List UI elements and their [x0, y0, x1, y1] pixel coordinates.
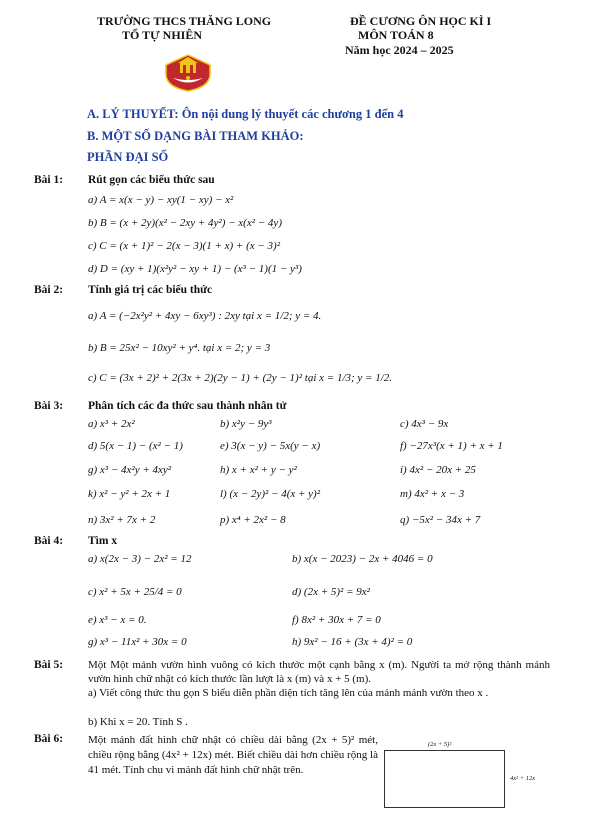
- problem-item: f) −27x³(x + 1) + x + 1: [400, 440, 503, 452]
- problem-item: i) 4x² − 20x + 25: [400, 464, 476, 476]
- problem-label: Bài 4:: [34, 535, 64, 547]
- problem-label: Bài 2:: [34, 284, 64, 296]
- problem-item: b) B = (x + 2y)(x² − 2xy + 4y²) − x(x² − 4y): [88, 217, 282, 229]
- problem-label: Bài 5:: [34, 659, 64, 671]
- figure-width-label: 4x² + 12x: [510, 775, 536, 782]
- problem-item: n) 3x² + 7x + 2: [88, 514, 156, 526]
- problem-item: d) 5(x − 1) − (x² − 1): [88, 440, 183, 452]
- problem-item: h) 9x² − 16 + (3x + 4)² = 0: [292, 636, 413, 648]
- problem-item: a) A = (−2x²y² + 4xy − 6xy³) : 2xy tại x = 1/2; y = 4.: [88, 310, 322, 322]
- problem-text: Một mảnh đất hình chữ nhật có chiều dài bằng (2x + 5)² mét, chiều rộng bằng (4x² + 12x) mét. Biết chiều dài hơn chiều rộng là 41 mét. Tính chu vi mảnh đất hình chữ nhật trên.: [88, 734, 378, 776]
- problem-item: c) C = (x + 1)² − 2(x − 3)(1 + x) + (x − 3)²: [88, 240, 281, 252]
- problem-title: Rút gọn các biểu thức sau: [88, 174, 215, 186]
- problem-item: e) 3(x − y) − 5x(y − x): [220, 440, 321, 452]
- problem-item: q) −5x² − 34x + 7: [400, 514, 481, 526]
- problem-item: a) A = x(x − y) − xy(1 − xy) − x²: [88, 194, 234, 206]
- problem-label: Bài 1:: [34, 174, 64, 186]
- problem-item: c) 4x³ − 9x: [400, 418, 449, 430]
- problem-item: d) D = (xy + 1)(x²y² − xy + 1) − (x³ − 1)(1 − y³): [88, 263, 302, 275]
- subject-name: MÔN TOÁN 8: [358, 28, 434, 42]
- section-theory: A. LÝ THUYẾT: Ôn nội dung lý thuyết các chương 1 đến 4: [87, 107, 404, 121]
- problem-item: p) x⁴ + 2x² − 8: [220, 514, 286, 526]
- problem-item: f) 8x² + 30x + 7 = 0: [292, 614, 381, 626]
- problem-item: e) x³ − x = 0.: [88, 614, 147, 626]
- problem-item: d) (2x + 5)² = 9x²: [292, 586, 370, 598]
- problem-question-a: a) Viết công thức thu gọn S biểu diễn phần diện tích tăng lên của mảnh mảnh vườn theo x .: [88, 687, 489, 699]
- problem-item: g) x³ − 4x²y + 4xy²: [88, 464, 172, 476]
- school-emblem-icon: [165, 54, 211, 92]
- school-year: Năm học 2024 – 2025: [345, 43, 454, 57]
- problem-item: g) x³ − 11x² + 30x = 0: [88, 636, 187, 648]
- problem-title: Tính giá trị các biểu thức: [88, 284, 213, 296]
- problem-item: k) x² − y² + 2x + 1: [88, 488, 171, 500]
- problem-item: a) x³ + 2x²: [88, 418, 135, 430]
- problem-item: a) x(2x − 3) − 2x² = 12: [88, 553, 192, 565]
- problem-item: l) (x − 2y)² − 4(x + y)²: [220, 488, 321, 500]
- problem-item: c) x² + 5x + 25/4 = 0: [88, 586, 182, 598]
- problem-title: Tìm x: [88, 535, 118, 547]
- problem-item: b) x(x − 2023) − 2x + 4046 = 0: [292, 553, 433, 565]
- problem-item: b) B = 25x² − 10xy² + y⁴. tại x = 2; y = 3: [88, 342, 271, 354]
- problem-label: Bài 3:: [34, 400, 64, 412]
- group-name: TỔ TỰ NHIÊN: [122, 28, 203, 42]
- problem-title: Phân tích các đa thức sau thành nhân tử: [88, 400, 287, 412]
- problem-text: Một Một mảnh vườn hình vuông có kích thước một cạnh bằng x (m). Người ta mở rộng thành mảnh vườn hình chữ nhật có kích thước lần lượt là x (m) và x + 5 (m).: [88, 659, 550, 685]
- doc-title: ĐỀ CƯƠNG ÔN HỌC KÌ I: [350, 14, 492, 28]
- figure-length-label: (2x + 5)²: [428, 741, 452, 748]
- rectangle-figure: [384, 750, 505, 808]
- problem-question-b: b) Khi x = 20. Tính S .: [88, 716, 188, 728]
- problem-item: c) C = (3x + 2)² + 2(3x + 2)(2y − 1) + (2y − 1)² tại x = 1/3; y = 1/2.: [88, 372, 393, 384]
- section-algebra: PHẦN ĐẠI SỐ: [87, 150, 169, 164]
- problem-item: h) x + x² + y − y²: [220, 464, 297, 476]
- problem-label: Bài 6:: [34, 733, 64, 745]
- problem-item: m) 4x² + x − 3: [400, 488, 465, 500]
- school-name: TRƯỜNG THCS THĂNG LONG: [97, 14, 272, 28]
- section-reference: B. MỘT SỐ DẠNG BÀI THAM KHẢO:: [87, 129, 304, 143]
- problem-item: b) x²y − 9y³: [220, 418, 272, 430]
